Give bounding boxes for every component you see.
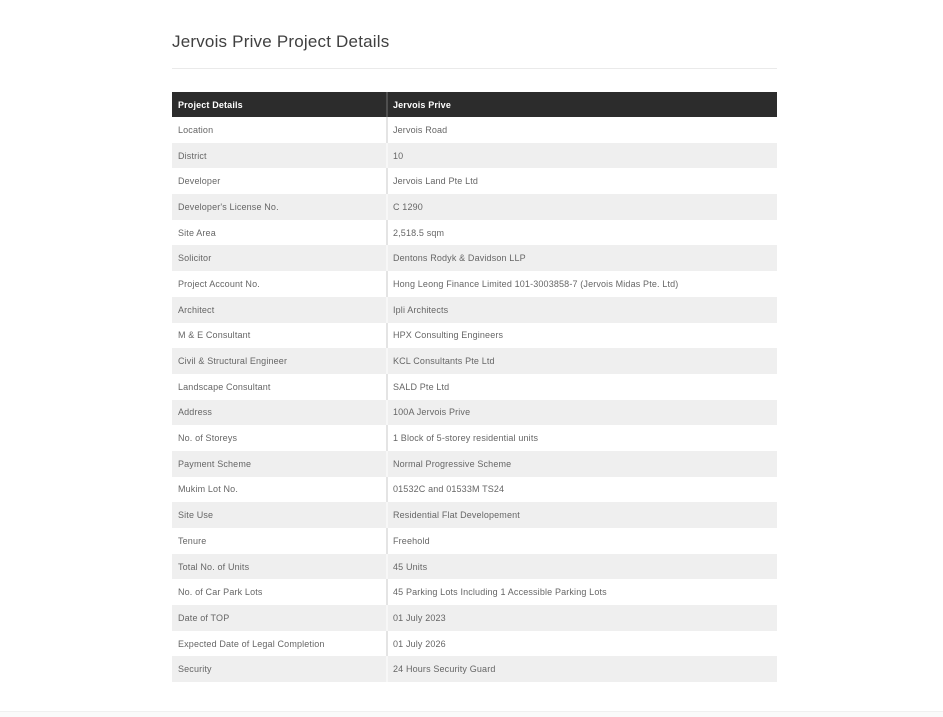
table-row <box>172 323 777 349</box>
page-title: Jervois Prive Project Details <box>172 32 390 51</box>
row-label: Tenure <box>178 535 207 546</box>
title-divider <box>172 68 777 69</box>
row-label: Civil & Structural Engineer <box>178 356 288 367</box>
row-value: Jervois Road <box>386 117 777 143</box>
row-value: 01532C and 01533M TS24 <box>386 477 777 503</box>
table-row <box>172 117 777 143</box>
row-value: 45 Units <box>386 554 777 580</box>
table-header-row <box>172 92 777 117</box>
row-value: 100A Jervois Prive <box>386 400 777 426</box>
row-label: No. of Car Park Lots <box>178 587 263 598</box>
table-row <box>172 143 777 169</box>
table-row <box>172 656 777 682</box>
table-body <box>172 117 777 682</box>
table-header-label: Project Details <box>178 99 243 110</box>
row-value: 24 Hours Security Guard <box>386 656 777 682</box>
row-value: Dentons Rodyk & Davidson LLP <box>386 245 777 271</box>
row-value: Normal Progressive Scheme <box>386 451 777 477</box>
table-row <box>172 451 777 477</box>
row-label: District <box>178 150 207 161</box>
row-label: Site Use <box>178 510 214 521</box>
table-row <box>172 477 777 503</box>
row-value: C 1290 <box>386 194 777 220</box>
row-label: Solicitor <box>178 253 212 264</box>
row-value: SALD Pte Ltd <box>386 374 777 400</box>
table-row <box>172 348 777 374</box>
table-header-value: Jervois Prive <box>386 92 777 117</box>
table-row <box>172 220 777 246</box>
table-row <box>172 374 777 400</box>
table-row <box>172 271 777 297</box>
table-row <box>172 502 777 528</box>
row-label: Developer's License No. <box>178 201 279 212</box>
project-details-table <box>172 92 777 682</box>
table-row <box>172 554 777 580</box>
row-value: Jervois Land Pte Ltd <box>386 168 777 194</box>
row-value: HPX Consulting Engineers <box>386 323 777 349</box>
table-row <box>172 425 777 451</box>
row-value: Ipli Architects <box>386 297 777 323</box>
row-value: Residential Flat Developement <box>386 502 777 528</box>
table-row <box>172 631 777 657</box>
row-value: 10 <box>386 143 777 169</box>
table-row <box>172 245 777 271</box>
row-value: 01 July 2023 <box>386 605 777 631</box>
row-value: 1 Block of 5-storey residential units <box>386 425 777 451</box>
table-row <box>172 579 777 605</box>
row-label: Site Area <box>178 227 216 238</box>
row-label: Security <box>178 664 212 675</box>
row-label: Developer <box>178 176 221 187</box>
row-label: No. of Storeys <box>178 433 238 444</box>
row-label: Payment Scheme <box>178 458 252 469</box>
table-row <box>172 605 777 631</box>
row-value: Hong Leong Finance Limited 101-3003858-7 (Jervois Midas Pte. Ltd) <box>386 271 777 297</box>
row-label: Location <box>178 124 214 135</box>
row-label: Landscape Consultant <box>178 381 271 392</box>
table-row <box>172 400 777 426</box>
row-label: Mukim Lot No. <box>178 484 238 495</box>
row-label: Address <box>178 407 213 418</box>
row-value: KCL Consultants Pte Ltd <box>386 348 777 374</box>
row-value: 01 July 2026 <box>386 631 777 657</box>
footer-strip <box>0 711 943 717</box>
row-label: M & E Consultant <box>178 330 251 341</box>
row-value: 45 Parking Lots Including 1 Accessible Parking Lots <box>386 579 777 605</box>
row-label: Project Account No. <box>178 278 260 289</box>
table-row <box>172 168 777 194</box>
table-row <box>172 297 777 323</box>
table-row <box>172 194 777 220</box>
row-label: Expected Date of Legal Completion <box>178 638 325 649</box>
table-row <box>172 528 777 554</box>
row-label: Architect <box>178 304 215 315</box>
row-value: 2,518.5 sqm <box>386 220 777 246</box>
row-value: Freehold <box>386 528 777 554</box>
row-label: Date of TOP <box>178 612 230 623</box>
row-label: Total No. of Units <box>178 561 250 572</box>
